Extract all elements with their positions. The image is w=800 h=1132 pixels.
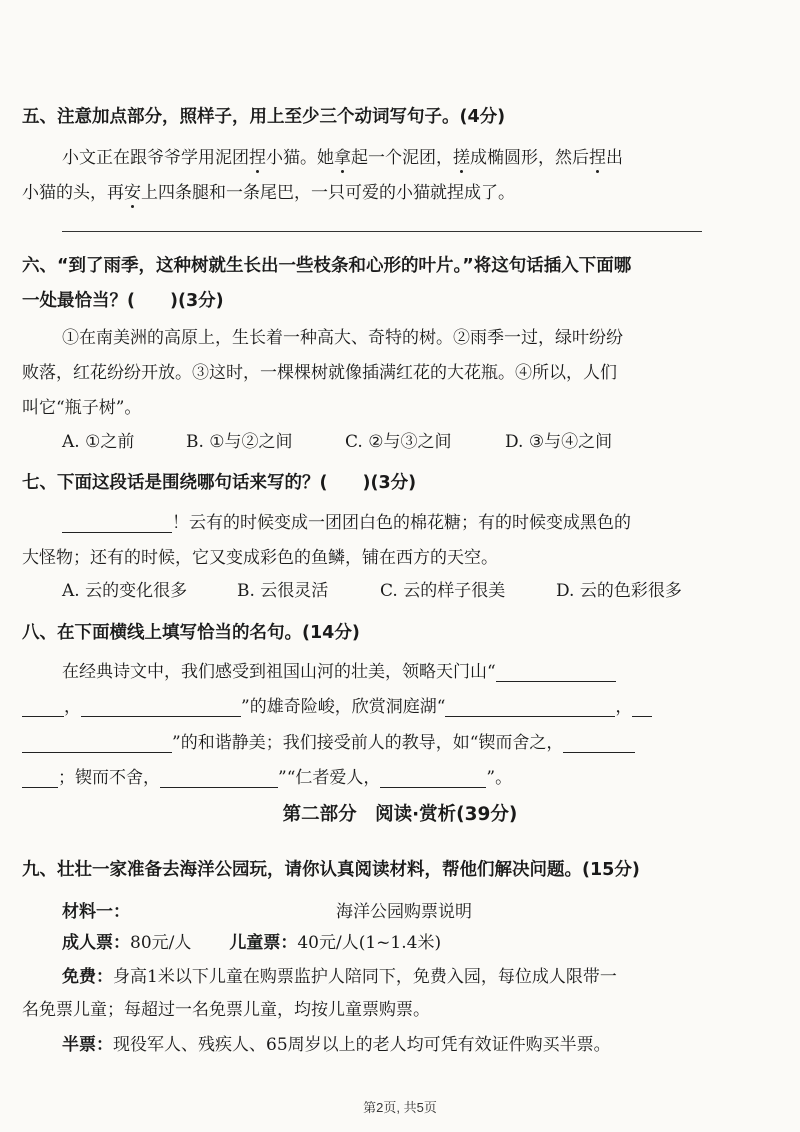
text-segment: 上四条腿和一条尾巴，一只可爱的小猫就捏成了。 — [141, 183, 515, 203]
answer-blank[interactable] — [496, 663, 616, 682]
question-6-passage-line-2: 败落，红花纷纷开放。③这时，一棵棵树就像插满红花的大花瓶。④所以，人们 — [22, 363, 617, 383]
text-segment: 小文正在跟爷爷学用泥团 — [62, 148, 249, 168]
half-ticket-line — [62, 1030, 611, 1055]
question-8-passage-line-3 — [22, 728, 635, 753]
answer-blank[interactable] — [160, 769, 278, 788]
emphasis-dot-word: 搓 — [453, 148, 470, 168]
child-ticket-value: 40元/人(1~1.4米) — [297, 933, 442, 953]
answer-blank[interactable] — [563, 734, 635, 753]
text-segment: ”。 — [486, 768, 513, 788]
question-8-passage-line-4 — [22, 763, 512, 788]
answer-blank[interactable] — [22, 698, 64, 717]
text-segment: 起一个泥团， — [351, 148, 453, 168]
text-segment: 小猫的头，再 — [22, 183, 124, 203]
half-ticket-label: 半票： — [62, 1035, 113, 1055]
text-segment: 身高1米以下儿童在购票监护人陪同下，免费入园，每位成人限带一 — [113, 967, 617, 987]
text-segment: ”的和谐静美；我们接受前人的教导，如“锲而舍之， — [172, 733, 564, 753]
question-7-option-b[interactable]: B. 云很灵活 — [237, 581, 329, 601]
question-9-title: 九、壮壮一家准备去海洋公园玩，请你认真阅读材料，帮他们解决问题。(15分) — [22, 860, 640, 880]
text-segment: ， — [615, 697, 633, 717]
child-ticket-label: 儿童票： — [229, 933, 298, 953]
material-label — [62, 897, 130, 922]
question-7-option-a[interactable]: A. 云的变化很多 — [62, 581, 188, 601]
text-segment: ”“仁者爱人， — [278, 768, 381, 788]
answer-blank[interactable] — [22, 769, 58, 788]
page-number: 第2页, 共5页 — [363, 1100, 437, 1115]
text-segment: ！云有的时候变成一团团白色的棉花糖；有的时候变成黑色的 — [172, 513, 631, 533]
question-7-passage-line-2: 大怪物；还有的时候，它又变成彩色的鱼鳞，铺在西方的天空。 — [22, 548, 498, 568]
free-ticket-line-2: 名免票儿童；每超过一名免票儿童，均按儿童票购票。 — [22, 1000, 430, 1020]
question-7-option-c[interactable]: C. 云的样子很美 — [380, 581, 506, 601]
question-7-passage-line-1 — [22, 508, 631, 533]
question-5-passage-line-1 — [62, 143, 623, 168]
question-6-title-line-1: 六、“到了雨季，这种树就生长出一些枝条和心形的叶片。”将这句话插入下面哪 — [22, 256, 632, 276]
question-5-passage-line-2 — [22, 178, 515, 203]
part-2-title: 第二部分 阅读·赏析(39分) — [282, 804, 518, 825]
text-segment: ”的雄奇险峻，欣赏洞庭湖“ — [241, 697, 446, 717]
text-segment: ， — [64, 697, 81, 717]
text-segment: 在经典诗文中，我们感受到祖国山河的壮美，领略天门山“ — [62, 662, 496, 682]
question-6-passage-line-3: 叫它“瓶子树”。 — [22, 398, 142, 418]
question-6-option-c[interactable]: C. ②与③之间 — [345, 432, 452, 452]
question-5-title: 五、注意加点部分，照样子，用上至少三个动词写句子。(4分) — [22, 107, 506, 127]
answer-blank[interactable] — [62, 514, 172, 533]
emphasis-dot-word: 安 — [124, 183, 141, 203]
emphasis-dot-word: 捏 — [589, 148, 606, 168]
question-6-option-b[interactable]: B. ①与②之间 — [186, 432, 293, 452]
answer-blank[interactable] — [81, 698, 241, 717]
question-8-passage-line-2 — [22, 692, 652, 717]
ticket-prices — [62, 928, 441, 953]
answer-blank[interactable] — [445, 698, 615, 717]
free-ticket-label: 免费： — [62, 967, 113, 987]
answer-blank[interactable] — [22, 734, 172, 753]
question-7-title: 七、下面这段话是围绕哪句话来写的？( )(3分) — [22, 473, 417, 493]
text-segment: 小猫。她 — [266, 148, 334, 168]
question-5-answer-line[interactable] — [62, 231, 702, 232]
text-segment: 现役军人、残疾人、65周岁以上的老人均可凭有效证件购买半票。 — [113, 1035, 611, 1055]
question-6-passage-line-1: ①在南美洲的高原上，生长着一种高大、奇特的树。②雨季一过，绿叶纷纷 — [62, 328, 623, 348]
question-6-option-d[interactable]: D. ③与④之间 — [505, 432, 613, 452]
adult-ticket-label: 成人票： — [62, 933, 130, 953]
answer-blank[interactable] — [632, 698, 652, 717]
question-7-option-d[interactable]: D. 云的色彩很多 — [556, 581, 682, 601]
text-segment: 成椭圆形，然后 — [470, 148, 589, 168]
text-segment: ；锲而不舍， — [58, 768, 160, 788]
question-8-passage-line-1 — [62, 657, 616, 682]
question-8-title: 八、在下面横线上填写恰当的名句。(14分) — [22, 623, 360, 643]
emphasis-dot-word: 拿 — [334, 148, 351, 168]
answer-blank[interactable] — [380, 769, 486, 788]
question-6-title-line-2: 一处最恰当？( )(3分) — [22, 291, 224, 311]
question-6-option-a[interactable]: A. ①之前 — [62, 432, 135, 452]
emphasis-dot-word: 捏 — [249, 148, 266, 168]
text-segment: 出 — [606, 148, 623, 168]
material-title: 海洋公园购票说明 — [336, 902, 472, 922]
adult-ticket-value: 80元/人 — [130, 933, 192, 953]
free-ticket-line-1 — [62, 962, 617, 987]
text-segment: 材料一： — [62, 902, 130, 922]
